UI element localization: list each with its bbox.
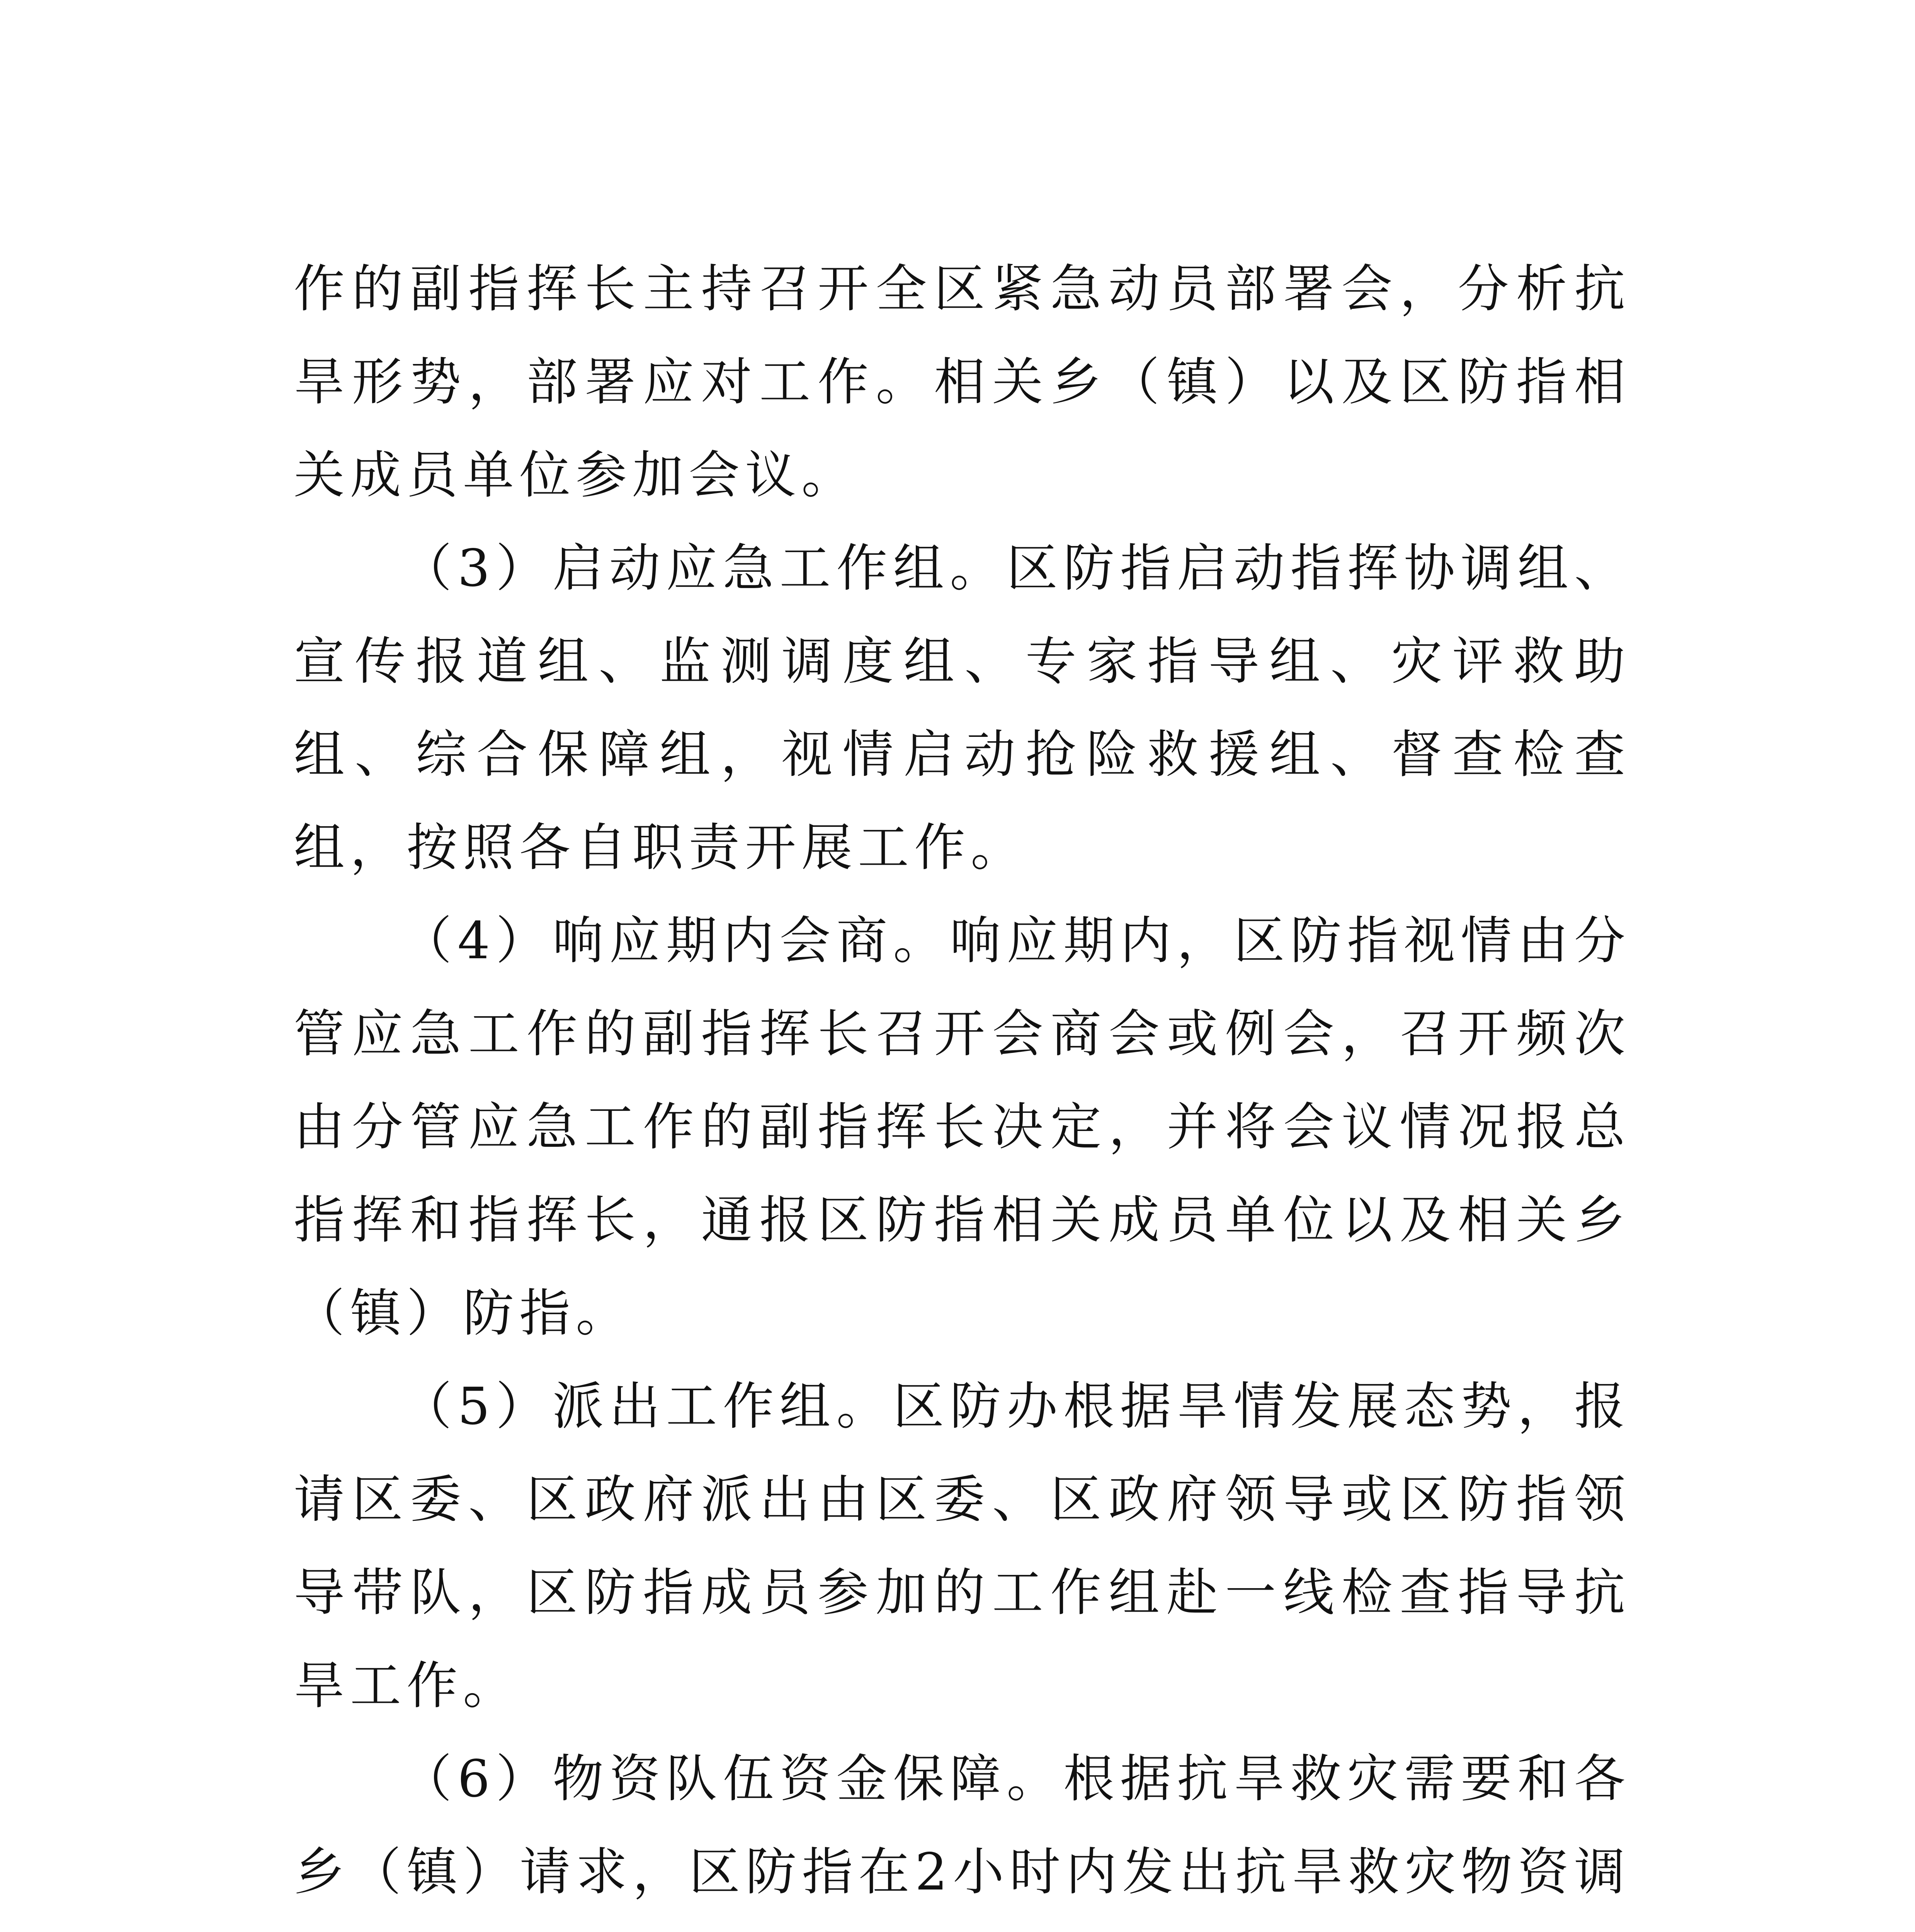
paragraph-3: （4）响应期内会商。响应期内，区防指视情由分管应急工作的副指挥长召开会商会或例会，召开频次由分管应急工作的副指挥长决定，并将会议情况报总指挥和指挥长，通报区防指相关成员单位以及相关乡（镇）防指。 (294, 911, 1631, 1343)
paragraph-5: （6）物资队伍资金保障。根据抗旱救灾需要和各乡（镇）请求，区防指在2小时内发出抗旱救灾物资调 (294, 1749, 1631, 1902)
paragraph-2: （3）启动应急工作组。区防指启动指挥协调组、宣传报道组、监测调度组、专家指导组、灾评救助组、综合保障组，视情启动抢险救援组、督查检查组，按照各自职责开展工作。 (294, 539, 1631, 878)
paragraph-4: （5）派出工作组。区防办根据旱情发展态势，报请区委、区政府派出由区委、区政府领导或区防指领导带队，区防指成员参加的工作组赴一线检查指导抗旱工作。 (294, 1377, 1631, 1716)
paragraph-1: 作的副指挥长主持召开全区紧急动员部署会，分析抗旱形势，部署应对工作。相关乡（镇）以及区防指相关成员单位参加会议。 (294, 259, 1631, 505)
body-text (294, 243, 1631, 1932)
